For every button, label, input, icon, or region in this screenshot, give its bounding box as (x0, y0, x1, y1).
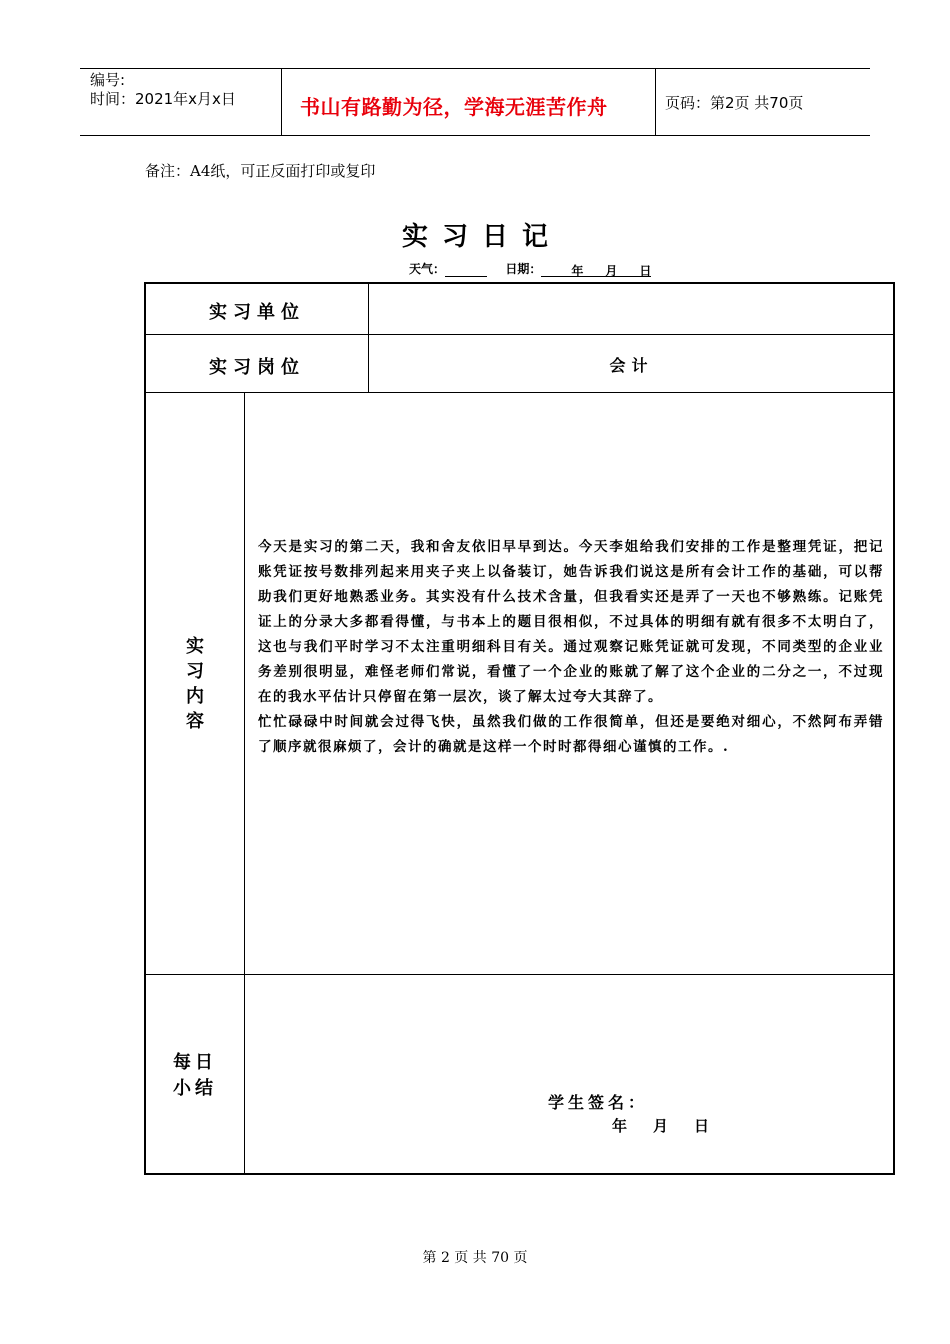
footer-page-number: 第 2 页 共 70 页 (422, 1250, 528, 1266)
header-bottom-border (80, 135, 870, 136)
table-bottom-border (144, 1173, 895, 1175)
date-label: 日期： (505, 262, 542, 276)
time-label: 时间：2021年x月x日 (90, 90, 236, 108)
row-divider-2 (144, 392, 895, 393)
row-divider-1 (144, 334, 895, 335)
header-divider-left (281, 68, 282, 136)
content-body[interactable] (258, 535, 884, 760)
table-left-border (144, 282, 146, 1175)
signature-label[interactable]: 学生签名： (548, 1093, 649, 1112)
position-value[interactable]: 会计 (609, 356, 654, 375)
unit-label: 实习单位 (209, 302, 305, 323)
header-divider-right (655, 68, 656, 136)
weather-label: 天气： (409, 262, 446, 276)
position-label: 实习岗位 (209, 357, 305, 378)
weather-date-row (409, 260, 651, 277)
header-top-border (80, 68, 870, 69)
row-divider-3 (144, 974, 895, 975)
print-note: 备注：A4纸，可正反面打印或复印 (145, 162, 376, 180)
signature-date: 年 月 日 (612, 1117, 710, 1135)
date-blank[interactable]: 年 月 日 (541, 262, 651, 277)
page-title: 实习日记 (401, 222, 562, 252)
weather-blank[interactable] (445, 262, 487, 277)
col-divider-bottom (244, 392, 245, 1174)
content-paragraph-2: 忙忙碌碌中时间就会过得飞快，虽然我们做的工作很简单，但还是要绝对细心，不然阿布弄错了顺序就很麻烦了，会计的确就是这样一个时时都得细心谨慎的工作。. (258, 714, 884, 755)
content-label: 实 习 内 容 (186, 636, 204, 732)
summary-label: 每日 小结 (173, 1052, 217, 1099)
header-motto: 书山有路勤为径，学海无涯苦作舟 (300, 95, 608, 119)
table-top-border (144, 282, 895, 284)
col-divider-top (368, 282, 369, 392)
page-info: 页码：第2页 共70页 (665, 94, 804, 112)
serial-label: 编号: (90, 71, 126, 89)
table-right-border (893, 282, 895, 1175)
content-paragraph-1: 今天是实习的第二天，我和舍友依旧早早到达。今天李姐给我们安排的工作是整理凭证，把记账凭证按号数排列起来用夹子夹上以备装订，她告诉我们说这是所有会计工作的基础，可以帮助我们更好地熟悉业务。其实没有什么技术含量，但我看实还是弄了一天也不够熟练。记账凭证上的分录大多都看得懂，与书本上的题目很相似，不过具体的明细有就有很多不太明白了，这也与我们平时学习不太注重明细科目有关。通过观察记账凭证就可发现，不同类型的企业业务差别很明显，难怪老师们常说，看懂了一个企业的账就了解了这个企业的二分之一，不过现在的我水平估计只停留在第一层次，谈了解太过夸大其辞了。 (258, 539, 884, 705)
